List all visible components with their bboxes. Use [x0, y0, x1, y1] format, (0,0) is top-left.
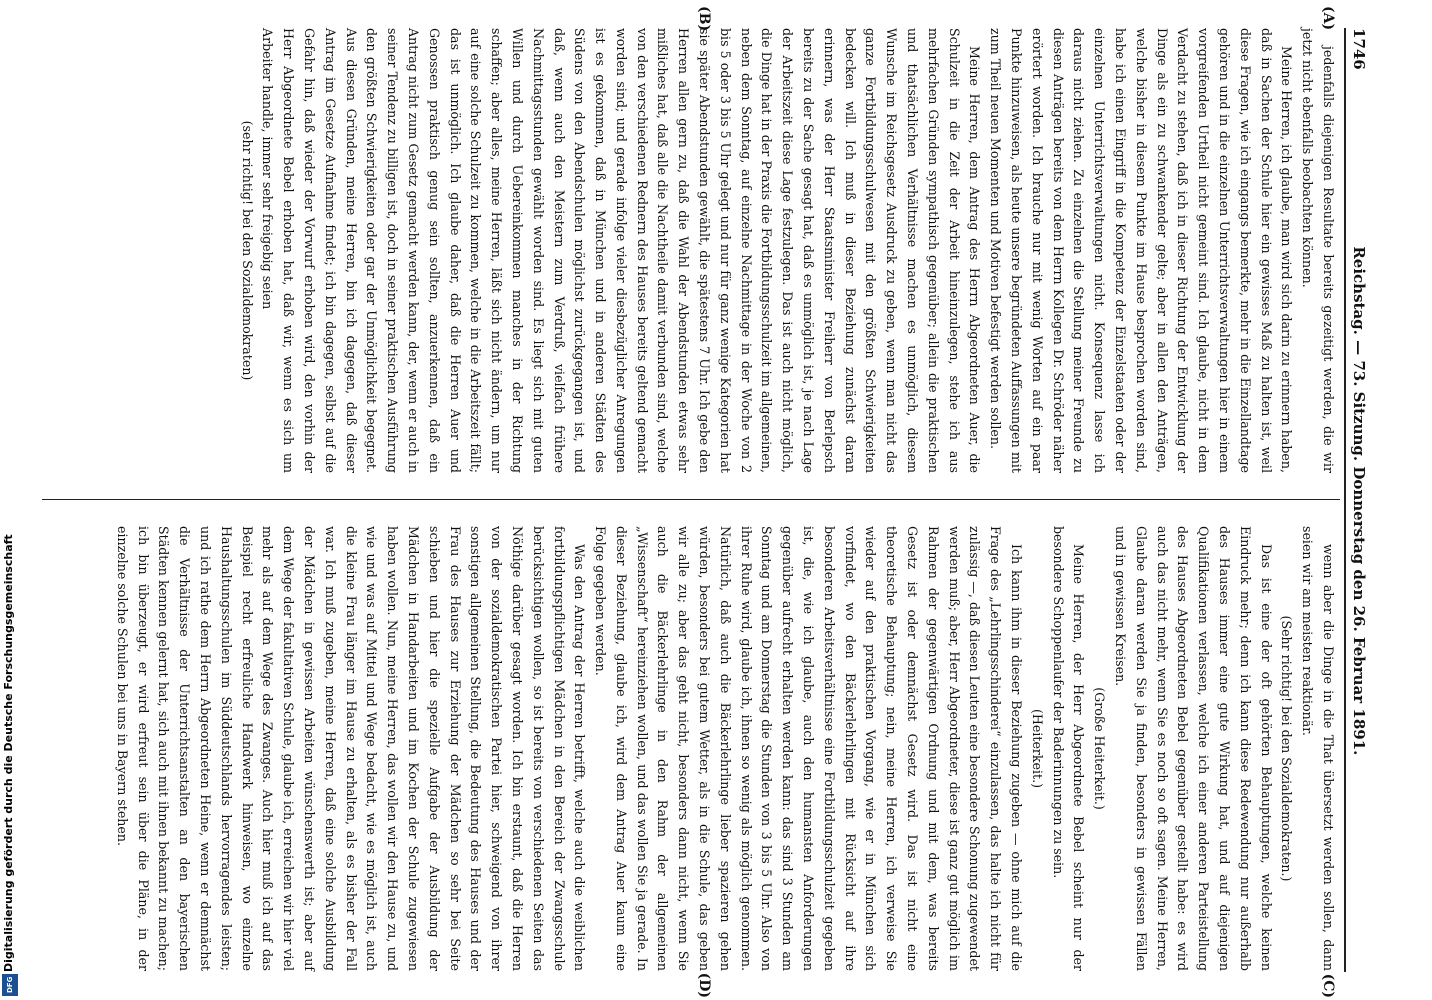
- paragraph: Meine Herren, ich glaube, man wird sich darin zu erinnern haben, daß in Sachen der Schule hier ein gewisses Maß zu halten ist, weil diese Fragen, wie ich eingangs bemerkte, mehr in die Einzellandtage gehören und in die einzelnen Unterrichtsverwaltungen hier in einem vorgreifenden Urtheil nicht gemeint sind. Ich glaube, nicht in dem Verdacht zu stehen, daß ich in dieser Richtung der Entwicklung der Dinge als ein zu schwankender gelte; aber in allen den Anträgen, welche bisher in diesem Punkte im Hause besprochen worden sind, habe ich einen Eingriff in die Kompetenz der Einzelstaaten oder der einzelnen Unterrichtsverwaltungen nicht. Konsequenz lasse ich daraus nicht ziehen. Zu einzelnen die Stellung meiner Freunde zu diesen Anträgen bereits von dem Herrn Kollegen Dr. Schröder näher erörtert worden. Ich brauche nur mit wenig Worten auf ein paar Punkte hinzuweisen, als heute unsere begründeten Auffassungen mit zum Theil neuen Momenten und Motiven befestigt werden sollen.: [988, 28, 1295, 473]
- margin-mark-b: (B): [696, 6, 712, 32]
- right-column: [32, 526, 1338, 971]
- interjection: (Sehr richtig! bei den Sozialdemokraten.): [1279, 615, 1295, 882]
- margin-mark-d: (D): [696, 972, 712, 998]
- digitization-note: Digitalisierung gefördert durch die Deutsche Forschungsgemeinschaft: [2, 534, 15, 972]
- header-rule: [1344, 28, 1346, 972]
- paragraph: wenn aber die Dinge in die That übersetzt werden sollen, dann seien wir am meisten reaktionär.: [1300, 526, 1336, 971]
- dfg-logo: DFG: [2, 974, 18, 996]
- page-number: 1746: [1350, 28, 1368, 70]
- left-column: [32, 28, 1338, 473]
- interjection: (Große Heiterkeit.): [1092, 687, 1108, 810]
- interjection: (Heiterkeit.): [1029, 709, 1045, 788]
- paragraph: Meine Herren, der Herr Abgeordnete Bebel scheint nur der besondere Schoppenlaufer der Baderinnungen zu sein.: [1050, 526, 1087, 971]
- document-page: [2, 0, 1402, 1000]
- paragraph: Das ist eine der oft gehörten Behauptungen, welche keinen Eindruck mehr; denn ich kann diese Redewendung nur außerhalb des Hauses immer eine gute Wirkung hat, und auf diejenigen Qualifikationen verlassen, welche ich einer anderen Parteistellung des Hauses Abgeordneten Bebel gegenüber gestellt habe: es wird auch das nicht mehr, wenn Sie es noch so oft sagen. Meine Herren, Glaube daran werden Sie ja finden, besonders in gewissen Fällen und in gewissen Kreisen.: [1113, 526, 1274, 971]
- paragraph: jedenfalls diejenigen Resultate bereits gezeitigt werden, die wir jetzt nicht ebenfalls beobachten können.: [1300, 28, 1336, 473]
- paragraph: Ich kann ihm in dieser Beziehung zugeben — ohne mich auf die Frage des „Lehrlingsschinderei“ einzulassen, das halte ich nicht für zulässig —, daß diesen Leuten eine besondere Schonung zugewendet werden muß; aber, Herr Abgeordneter, diese ist ganz gut möglich im Rahmen der gegenwärtigen Ordnung und mit dem, was bereits Gesetz ist oder demnächst Gesetz wird. Das ist nicht eine theoretische Behauptung; nein, meine Herren, ich verweise Sie wieder auf den praktischen Vorgang, wie er in München sich vorfindet, wo den Bäckerlehrlingen mit Rücksicht auf ihre besonderen Arbeitsverhältnisse eine Fortbildungsschulzeit gegeben ist, die, wie ich glaube, auch den humansten Anforderungen gegenüber aufrecht erhalten werden kann: das sind 3 Stunden am Sonntag und am Donnerstag die Stunden von 3 bis 5 Uhr. Also von ihrer Ruhe wird, glaube ich, ihnen so wenig als möglich genommen. Natürlich, daß auch die Bäckerlehrlinge lieber spazieren gehen würden, besonders bei gutem Wetter, als in die Schule, das geben wir alle zu; aber das geht nicht, besonders dann nicht, wenn Sie auch die Bäckerlehrlinge in den Rahm der allgemeinen „Wissenschaft“ hereinziehen wollen, und das wollen Sie ja gerade. In dieser Beziehung, glaube ich, wird dem Antrag Auer kaum eine Folge gegeben werden.: [593, 526, 1025, 971]
- column-divider: [42, 499, 1340, 500]
- digitization-credit: [2, 534, 20, 998]
- page-title: Reichstag. — 73. Sitzung. Donnerstag den 26. Februar 1891.: [1350, 246, 1368, 756]
- margin-mark-c: (C): [1320, 973, 1336, 998]
- paragraph: Meine Herren, dem Antrag des Herrn Abgeordneten Auer, die Schulzeit in die Zeit der Arbeit hineinzulegen, stehe ich aus mehrfachen Gründen sympathisch gegenüber; allein die praktischen und thatsächlichen Verhältnisse machen es unmöglich, diesem Wunsche im Reichsgesetz Ausdruck zu geben, wenn man nicht das ganze Fortbildungsschulwesen mit den größten Schwierigkeiten bedecken will. Ich muß in dieser Beziehung zunächst daran erinnern, was der Herr Staatsminister Freiherr von Berlepsch bereits zu der Sache gesagt hat, daß es unmöglich ist, je nach Lage der Arbeitszeit diese Lage festzulegen. Das ist auch nicht möglich, die Dinge hat in der Praxis die Fortbildungsschulzeit im allgemeinen, neben dem Sonntag, auf einzelne Nachmittage in der Woche von 2 bis 5 oder 3 bis 5 Uhr gelegt und nur für ganz wenige Kategorien hat sie später Abendstunden gewählt, die spätestens 7 Uhr. Ich gebe den Herren allen gern zu, daß die Wahl der Abendstunden etwas sehr mißliches hat, daß alle die Nachtheile damit verbunden sind, welche von den verschiedenen Rednern des Hauses bereits geltend gemacht worden sind; und gerade infolge vieler diesbezüglicher Anregungen ist es gekommen, daß in München und in anderen Städten des Südens von den Abendschulen möglichst zurückgegangen ist, und daß, wenn auch den Meistern zum Verdruß, vielfach frühere Nachmittagsstunden gewählt worden sind. Es liegt sich mit guten Willen und durch Uebereinkommen manches in der Richtung schaffen; aber alles, meine Herren, läßt sich nicht ändern, um nur auf eine solche Schulzeit zu kommen, welche in die Arbeitszeit fällt; das ist unmöglich. Ich glaube daher, daß die Herren Auer und Genossen praktisch genug sein sollten, anzuerkennen, daß ein Antrag nicht zum Gesetz gemacht werden kann, der, wenn er auch in seiner Tendenz zu billigen ist, doch in seiner praktischen Ausführung den größten Schwierigkeiten oder gar der Unmöglichkeit begegnet. Aus diesen Gründen, meine Herren, bin ich dagegen, daß dieser Antrag im Gesetze Aufnahme findet; ich bin dagegen, selbst auf die Gefahr hin, daß wieder der Vorwurf erhoben wird, den vorhin der Herr Abgeordnete Bebel erhoben hat, daß wir, wenn es sich um Arbeiter handle, immer sehr freigebig seien: [260, 28, 983, 473]
- paragraph: Was den Antrag der Herren betrifft, welche auch die weiblichen fortbildungspflichtigen Mädchen in den Bereich der Zwangsschule berücksichtigen wollen, so ist bereits von verschiedenen Seiten das Nöthige darüber gesagt worden. Ich bin erstaunt, daß die Herren von der sozialdemokratischen Partei hier, schweigend von ihrer sonstigen allgemeinen Stellung, die Bedeutung des Hauses und der Frau des Hauses zur Erziehung der Mädchen so sehr bei Seite schieben und hier die spezielle Aufgabe der Ausbildung der Mädchen in Handarbeiten und im Kochen der Schule zugewiesen haben wollen. Nun, meine Herren, das wollen wir den Hause zu, und wie und was auf Mittel und Wege bedacht, wie es möglich ist, auch die kleine Frau länger im Hause zu erhalten, als es bisher der Fall war. Ich muß zugeben, meine Herren, daß eine solche Ausbildung der Mädchen in gewissen Arbeiten wünschenswerth ist; aber auf dem Wege der fakultativen Schule, glaube ich, erreichen wir hier viel mehr als auf dem Wege des Zwanges. Auch hier muß ich auf das Beispiel recht erfreuliche Handwerk hinweisen, wo einzelne Haushaltungsschulen im Süddeutschlands hervorragendes leisten; und ich rathe dem Herrn Abgeordneten Heine, wenn er demnächst die Verhältnisse der Unterrichtsanstalten an den bayerischen Städten kennen gelernt hat, sich auch mit ihnen bekannt zu machen; ich bin überzeugt, er wird erfreut sein über die Pläne, in der einzelne solche Schulen bei uns in Bayern stehen.: [114, 526, 588, 971]
- page-header: [1350, 28, 1380, 972]
- interjection: (sehr richtig! bei den Sozialdemokraten): [239, 120, 255, 381]
- margin-mark-a: (A): [1320, 6, 1336, 31]
